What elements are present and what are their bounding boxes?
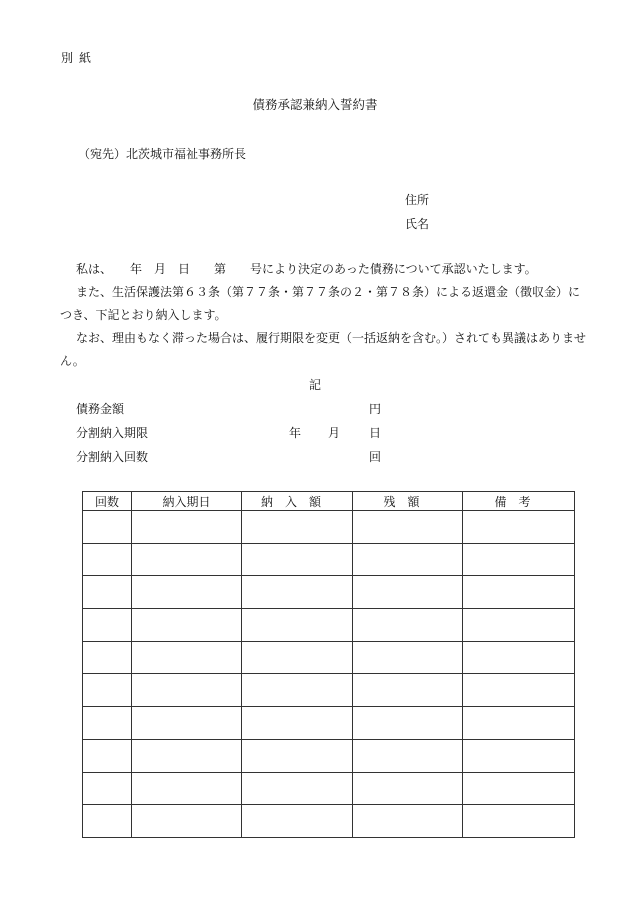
- table-cell[interactable]: [83, 511, 132, 544]
- table-cell[interactable]: [353, 772, 463, 805]
- table-cell[interactable]: [463, 543, 575, 576]
- header-remarks: 備考: [463, 492, 575, 511]
- table-row: [83, 576, 575, 609]
- table-cell[interactable]: [242, 641, 353, 674]
- table-cell[interactable]: [242, 543, 353, 576]
- table-cell[interactable]: [132, 707, 242, 740]
- year-unit: 年: [289, 426, 302, 440]
- table-cell[interactable]: [83, 641, 132, 674]
- table-cell[interactable]: [242, 707, 353, 740]
- table-cell[interactable]: [242, 739, 353, 772]
- table-cell[interactable]: [463, 576, 575, 609]
- table-row: [83, 641, 575, 674]
- month-unit: 月: [328, 426, 341, 440]
- table-cell[interactable]: [353, 805, 463, 838]
- address-label: 住所: [405, 193, 430, 207]
- table-cell[interactable]: [242, 511, 353, 544]
- table-cell[interactable]: [353, 674, 463, 707]
- document-title: 債務承認兼納入誓約書: [252, 97, 378, 112]
- table-cell[interactable]: [353, 609, 463, 642]
- table-cell[interactable]: [132, 576, 242, 609]
- table-cell[interactable]: [463, 674, 575, 707]
- table-row: [83, 772, 575, 805]
- addressee: （宛先）北茨城市福祉事務所長: [78, 147, 247, 161]
- table-cell[interactable]: [83, 609, 132, 642]
- table-row: [83, 511, 575, 544]
- table-row: [83, 739, 575, 772]
- yen-unit: 円: [369, 402, 382, 416]
- table-row: [83, 543, 575, 576]
- header-amount: 納入額: [242, 492, 353, 511]
- paragraph-acknowledgement: 私は、 年 月 日 第 号により決定のあった債務について承認いたします。: [76, 262, 537, 276]
- document-label: 別紙: [61, 51, 98, 65]
- table-cell[interactable]: [463, 739, 575, 772]
- name-label: 氏名: [405, 217, 430, 231]
- table-cell[interactable]: [132, 609, 242, 642]
- table-cell[interactable]: [463, 707, 575, 740]
- payment-schedule-table: [82, 491, 575, 838]
- table-row: [83, 674, 575, 707]
- table-cell[interactable]: [132, 739, 242, 772]
- table-header-row: [83, 492, 575, 511]
- table-cell[interactable]: [242, 805, 353, 838]
- table-cell[interactable]: [132, 674, 242, 707]
- paragraph-pledge: また、生活保護法第６３条（第７７条・第７７条の２・第７８条）による返還金（徴収金）につき、下記とおり納入します。: [60, 285, 581, 322]
- table-cell[interactable]: [242, 576, 353, 609]
- table-row: [83, 707, 575, 740]
- table-cell[interactable]: [132, 543, 242, 576]
- header-due-date: 納入期日: [132, 492, 242, 511]
- table-row: [83, 609, 575, 642]
- table-cell[interactable]: [353, 739, 463, 772]
- table-cell[interactable]: [83, 707, 132, 740]
- table-cell[interactable]: [83, 805, 132, 838]
- table-cell[interactable]: [463, 641, 575, 674]
- table-cell[interactable]: [83, 674, 132, 707]
- table-cell[interactable]: [353, 543, 463, 576]
- table-cell[interactable]: [353, 511, 463, 544]
- ki-heading: 記: [308, 378, 321, 392]
- count-unit: 回: [369, 450, 382, 464]
- table-cell[interactable]: [463, 805, 575, 838]
- installment-count-label: 分割納入回数: [76, 450, 149, 464]
- header-count: 回数: [83, 492, 132, 511]
- table-cell[interactable]: [353, 576, 463, 609]
- table-cell[interactable]: [132, 805, 242, 838]
- table-cell[interactable]: [463, 511, 575, 544]
- debt-amount-label: 債務金額: [76, 402, 125, 416]
- table-cell[interactable]: [83, 576, 132, 609]
- table-cell[interactable]: [463, 609, 575, 642]
- table-cell[interactable]: [242, 772, 353, 805]
- header-balance: 残額: [353, 492, 463, 511]
- table-row: [83, 805, 575, 838]
- table-cell[interactable]: [132, 772, 242, 805]
- table-cell[interactable]: [132, 641, 242, 674]
- table-cell[interactable]: [83, 543, 132, 576]
- table-cell[interactable]: [83, 739, 132, 772]
- table-cell[interactable]: [353, 707, 463, 740]
- table-cell[interactable]: [83, 772, 132, 805]
- table-cell[interactable]: [242, 609, 353, 642]
- table-cell[interactable]: [242, 674, 353, 707]
- deadline-label: 分割納入期限: [76, 426, 149, 440]
- day-unit: 日: [369, 426, 382, 440]
- table-cell[interactable]: [353, 641, 463, 674]
- table-cell[interactable]: [463, 772, 575, 805]
- paragraph-no-objection: なお、理由もなく滞った場合は、履行期限を変更（一括返納を含む。）されても異議はありません。: [60, 331, 587, 368]
- table-cell[interactable]: [132, 511, 242, 544]
